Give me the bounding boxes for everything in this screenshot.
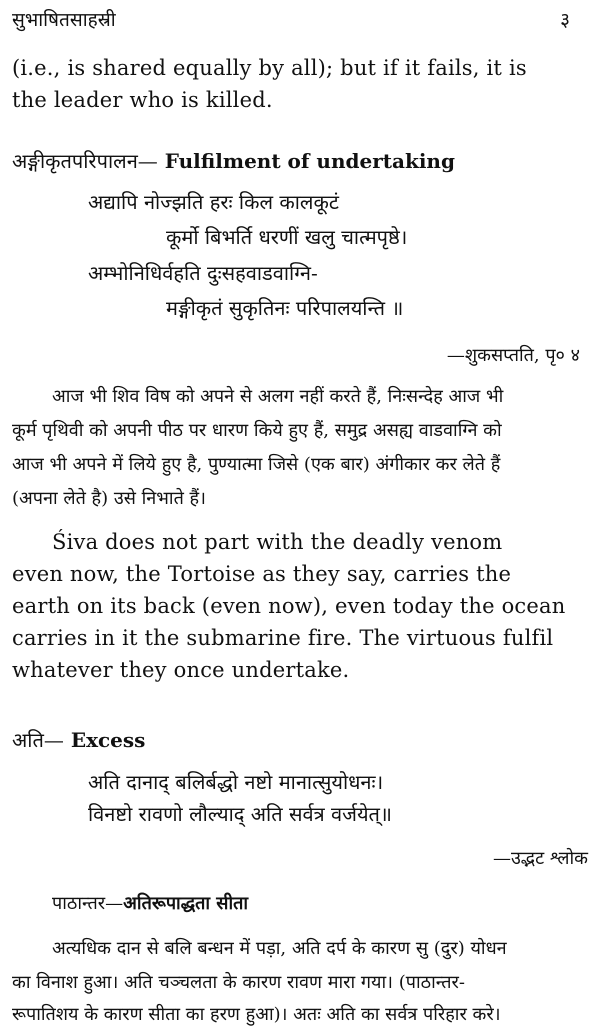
verse-line: अति दानाद् बलिर्बद्धो नष्टो मानात्सुयोधनः। [88,770,384,794]
verse-line: मङ्गीकृतं सुकृतिनः परिपालयन्ति ॥ [166,296,404,320]
variant-text: अतिरूपाद्धता सीता [123,893,249,914]
section-heading-fulfilment [12,147,455,174]
verse-line: कूर्मो बिभर्ति धरणीं खलु चात्मपृष्ठे। [166,225,408,249]
english-translation-line: earth on its back (even now), even today the ocean [12,594,566,618]
section-heading-english: Fulfilment of undertaking [157,149,455,173]
hindi-translation-line: (अपना लेते है) उसे निभाते हैं। [12,488,206,509]
hindi-translation-line: रूपातिशय के कारण सीता का हरण हुआ)। अतः अति का सर्वत्र परिहार करे। [12,1004,501,1025]
english-translation-line: Śiva does not part with the deadly venom [52,530,503,554]
variant-reading [52,891,248,915]
verse-line: अम्भोनिधिर्वहति दुःसहवाडवाग्नि- [88,261,318,285]
section-heading-english: Excess [63,728,146,752]
running-head: सुभाषितसाहस्री [12,9,116,31]
english-translation-line: even now, the Tortoise as they say, carries the [12,562,512,586]
page-number: ३ [560,9,570,31]
verse-line: अद्यापि नोज्झति हरः किल कालकूटं [88,190,339,214]
hindi-translation-line: कूर्म पृथिवी को अपनी पीठ पर धारण किये हुए हैं, समुद्र असह्य वाडवाग्नि को [12,420,502,441]
verse-line: विनष्टो रावणो लौल्याद् अति सर्वत्र वर्जयेत्॥ [88,802,392,826]
section-heading-hindi: अङ्गीकृतपरिपालन— [12,149,158,173]
section-heading-hindi: अति— [12,728,64,752]
hindi-translation-line: का विनाश हुआ। अति चञ्चलता के कारण रावण मारा गया। (पाठान्तर- [12,972,465,993]
hindi-translation-line: आज भी शिव विष को अपने से अलग नहीं करते हैं, निःसन्देह आज भी [52,386,504,407]
hindi-translation-line: आज भी अपने में लिये हुए है, पुण्यात्मा जिसे (एक बार) अंगीकार कर लेते हैं [12,454,501,475]
english-translation-line: whatever they once undertake. [12,658,350,682]
verse-source: —उद्भट श्लोक [493,848,588,869]
intro-line: the leader who is killed. [12,88,273,112]
intro-line: (i.e., is shared equally by all); but if it fails, it is [12,56,527,80]
verse-source: —शुकसप्तति, पृ० ४ [446,345,580,366]
variant-label: पाठान्तर— [52,893,124,914]
hindi-translation-line: अत्यधिक दान से बलि बन्धन में पड़ा, अति दर्प के कारण सु (दुर) योधन [52,938,507,959]
english-translation-line: carries in it the submarine fire. The virtuous fulfil [12,626,554,650]
section-heading-excess [12,726,145,753]
